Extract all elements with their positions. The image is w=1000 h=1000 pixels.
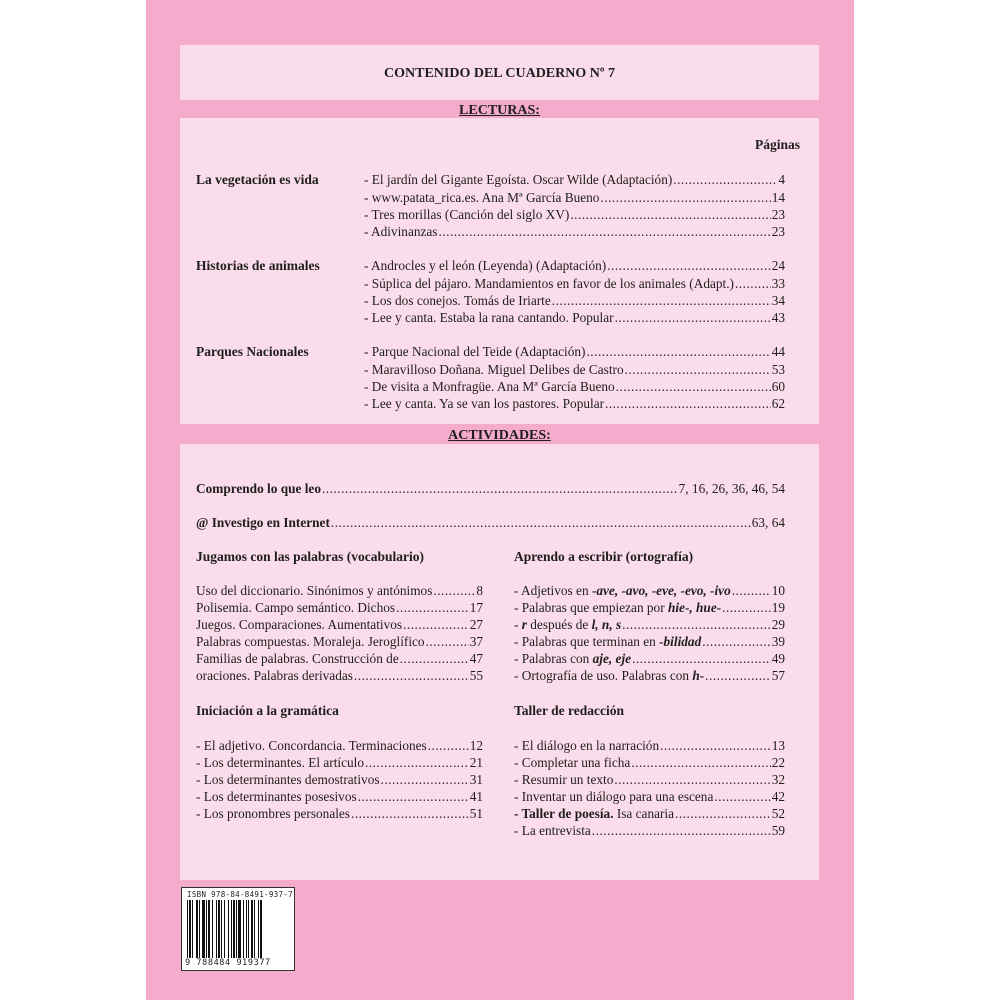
redaccion-title: Taller de redacción — [514, 703, 624, 718]
actividades-heading: ACTIVIDADES: — [448, 428, 551, 443]
list-item: - Maravilloso Doñana. Miguel Delibes de Castro ..... 53 — [364, 362, 785, 378]
vocabulario-title: Jugamos con las palabras (vocabulario) — [196, 549, 425, 564]
barcode-digits: 9 788484 919377 — [185, 958, 271, 968]
list-item: - Taller de poesía. Isa canaria ..... 52 — [514, 806, 785, 822]
list-item: - Adivinanzas ..... 23 — [364, 224, 785, 240]
list-item: - r después de l, n, s ..... 29 — [514, 617, 785, 633]
list-item: - Resumir un texto ..... 32 — [514, 772, 785, 788]
list-item: - Los dos conejos. Tomás de Iriarte ..... 34 — [364, 293, 785, 309]
list-item: - La entrevista ..... 59 — [514, 823, 785, 839]
list-item: Palabras compuestas. Moraleja. Jeroglífico ..... 37 — [196, 634, 483, 650]
ortografia-title: Aprendo a escribir (ortografía) — [514, 549, 694, 564]
list-item: Juegos. Comparaciones. Aumentativos ..... 27 — [196, 617, 483, 633]
list-item: - Tres morillas (Canción del siglo XV) ..... 23 — [364, 207, 785, 223]
page-title: CONTENIDO DEL CUADERNO Nº 7 — [384, 66, 615, 81]
list-item: - Lee y canta. Estaba la rana cantando. Popular ..... 43 — [364, 310, 785, 326]
barcode — [181, 887, 295, 971]
list-item: - Palabras que terminan en -bilidad ..... 39 — [514, 634, 785, 650]
investigo-row: @ Investigo en Internet ..... 63, 64 — [196, 515, 785, 531]
list-item: - Los determinantes demostrativos ..... 31 — [196, 772, 483, 788]
lecturas-heading: LECTURAS: — [459, 103, 540, 118]
list-item: oraciones. Palabras derivadas ..... 55 — [196, 668, 483, 684]
list-item: - Lee y canta. Ya se van los pastores. Popular ..... 62 — [364, 396, 785, 412]
list-item: - Los determinantes posesivos ..... 41 — [196, 789, 483, 805]
paginas-label: Páginas — [755, 137, 801, 152]
comprendo-row: Comprendo lo que leo ..... 7, 16, 26, 36, 46, 54 — [196, 481, 785, 497]
list-item: - Palabras con aje, eje ..... 49 — [514, 651, 785, 667]
list-item: - Palabras que empiezan por hie-, hue- ..... 19 — [514, 600, 785, 616]
group-title-vegetacion: La vegetación es vida — [196, 172, 319, 187]
list-item: - Completar una ficha ..... 22 — [514, 755, 785, 771]
list-item: - De visita a Monfragüe. Ana Mª García Bueno ..... 60 — [364, 379, 785, 395]
list-item: - Androcles y el león (Leyenda) (Adaptación) ..... 24 — [364, 258, 785, 274]
group-title-parques: Parques Nacionales — [196, 344, 309, 359]
list-item: Polisemia. Campo semántico. Dichos ..... 17 — [196, 600, 483, 616]
list-item: - El adjetivo. Concordancia. Terminaciones ..... 12 — [196, 738, 483, 754]
isbn-label: ISBN 978-84-8491-937-7 — [187, 890, 293, 899]
list-item: - El diálogo en la narración ..... 13 — [514, 738, 785, 754]
list-item: Familias de palabras. Construcción de ..... 47 — [196, 651, 483, 667]
barcode-bars — [187, 900, 291, 958]
list-item: - Los pronombres personales ..... 51 — [196, 806, 483, 822]
list-item: - Adjetivos en -ave, -avo, -eve, -evo, -ivo ..... 10 — [514, 583, 785, 599]
list-item: - Súplica del pájaro. Mandamientos en favor de los animales (Adapt.) ..... 33 — [364, 276, 785, 292]
list-item: - El jardín del Gigante Egoísta. Oscar Wilde (Adaptación) ..... 4 — [364, 172, 785, 188]
group-title-animales: Historias de animales — [196, 258, 320, 273]
list-item: - Ortografía de uso. Palabras con h- ..... 57 — [514, 668, 785, 684]
list-item: - Los determinantes. El artículo ..... 21 — [196, 755, 483, 771]
gramatica-title: Iniciación a la gramática — [196, 703, 339, 718]
list-item: - www.patata_rica.es. Ana Mª García Bueno ..... 14 — [364, 190, 785, 206]
list-item: Uso del diccionario. Sinónimos y antónimos ..... 8 — [196, 583, 483, 599]
list-item: - Parque Nacional del Teide (Adaptación) ..... 44 — [364, 344, 785, 360]
list-item: - Inventar un diálogo para una escena ..... 42 — [514, 789, 785, 805]
